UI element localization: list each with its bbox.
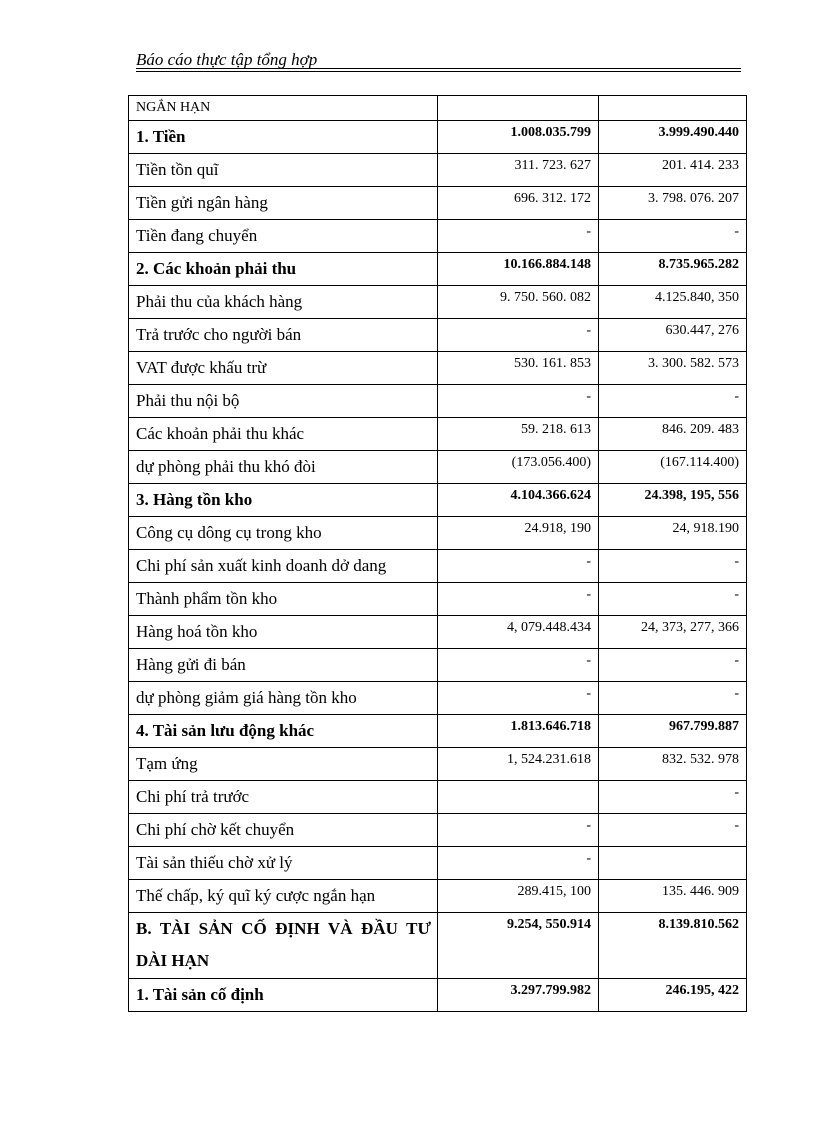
value-col-2: 201. 414. 233 (599, 154, 747, 187)
value-col-1 (438, 96, 599, 121)
row-label: Thế chấp, ký quĩ ký cược ngắn hạn (129, 880, 438, 913)
row-label: Chi phí sản xuất kinh doanh dở dang (129, 550, 438, 583)
value-col-2 (599, 96, 747, 121)
row-label: Hàng hoá tồn kho (129, 616, 438, 649)
row-label: NGẮN HẠN (129, 96, 438, 121)
table-row (129, 847, 747, 880)
row-label: 2. Các khoản phải thu (129, 253, 438, 286)
value-col-2: 3. 300. 582. 573 (599, 352, 747, 385)
row-label: Công cụ dông cụ trong kho (129, 517, 438, 550)
table-row (129, 616, 747, 649)
value-col-1: 9.254, 550.914 (438, 913, 599, 979)
value-col-2: 630.447, 276 (599, 319, 747, 352)
value-col-2: - (599, 220, 747, 253)
row-label: dự phòng phải thu khó đòi (129, 451, 438, 484)
value-col-2: 832. 532. 978 (599, 748, 747, 781)
row-label: Hàng gửi đi bán (129, 649, 438, 682)
table-row (129, 154, 747, 187)
table-row (129, 880, 747, 913)
row-label: Tiền tồn quĩ (129, 154, 438, 187)
row-label: Phải thu của khách hàng (129, 286, 438, 319)
value-col-2: 8.735.965.282 (599, 253, 747, 286)
value-col-2: 8.139.810.562 (599, 913, 747, 979)
table-row (129, 418, 747, 451)
row-label: Phải thu nội bộ (129, 385, 438, 418)
value-col-1: 289.415, 100 (438, 880, 599, 913)
value-col-1: 3.297.799.982 (438, 979, 599, 1012)
value-col-1: 1.813.646.718 (438, 715, 599, 748)
value-col-1: 4, 079.448.434 (438, 616, 599, 649)
table-row (129, 286, 747, 319)
row-label: Chi phí trả trước (129, 781, 438, 814)
row-label: Tài sản thiếu chờ xử lý (129, 847, 438, 880)
row-label: Trả trước cho người bán (129, 319, 438, 352)
row-label: 4. Tài sản lưu động khác (129, 715, 438, 748)
table-row (129, 517, 747, 550)
page-header-title: Báo cáo thực tập tổng hợp (136, 50, 318, 69)
header-rule (136, 68, 741, 69)
value-col-1: 1.008.035.799 (438, 121, 599, 154)
row-label: Chi phí chờ kết chuyển (129, 814, 438, 847)
value-col-2: - (599, 682, 747, 715)
value-col-1: - (438, 385, 599, 418)
value-col-1: - (438, 220, 599, 253)
value-col-2: - (599, 583, 747, 616)
table-row (129, 220, 747, 253)
value-col-1: - (438, 649, 599, 682)
row-label: 1. Tài sản cố định (129, 979, 438, 1012)
value-col-1: - (438, 814, 599, 847)
table-row (129, 979, 747, 1012)
table-row (129, 550, 747, 583)
table-row (129, 96, 747, 121)
value-col-1: 1, 524.231.618 (438, 748, 599, 781)
value-col-1: - (438, 583, 599, 616)
header-rule-double (136, 71, 741, 72)
table-row (129, 319, 747, 352)
value-col-2: 846. 209. 483 (599, 418, 747, 451)
value-col-1: 311. 723. 627 (438, 154, 599, 187)
value-col-2: - (599, 550, 747, 583)
table-row (129, 682, 747, 715)
value-col-2 (599, 847, 747, 880)
table-row (129, 253, 747, 286)
row-label: B. TÀI SẢN CỐ ĐỊNH VÀ ĐẦU TƯ DÀI HẠN (129, 913, 438, 979)
value-col-1: - (438, 319, 599, 352)
table-row (129, 748, 747, 781)
value-col-2: 246.195, 422 (599, 979, 747, 1012)
value-col-2: 24, 373, 277, 366 (599, 616, 747, 649)
balance-sheet-table (128, 95, 747, 1012)
table-row (129, 781, 747, 814)
table-row (129, 352, 747, 385)
value-col-1: - (438, 847, 599, 880)
value-col-2: 3.999.490.440 (599, 121, 747, 154)
table-row (129, 187, 747, 220)
row-label: Các khoản phải thu khác (129, 418, 438, 451)
value-col-1: 9. 750. 560. 082 (438, 286, 599, 319)
value-col-1: 696. 312. 172 (438, 187, 599, 220)
value-col-1: - (438, 550, 599, 583)
table-row (129, 484, 747, 517)
table-row (129, 451, 747, 484)
table-row (129, 649, 747, 682)
value-col-1: 530. 161. 853 (438, 352, 599, 385)
row-label: 3. Hàng tồn kho (129, 484, 438, 517)
value-col-2: 967.799.887 (599, 715, 747, 748)
value-col-2: 135. 446. 909 (599, 880, 747, 913)
table-row (129, 715, 747, 748)
table-row (129, 913, 747, 979)
row-label: VAT được khấu trừ (129, 352, 438, 385)
table-row (129, 121, 747, 154)
value-col-2: 4.125.840, 350 (599, 286, 747, 319)
value-col-2: (167.114.400) (599, 451, 747, 484)
value-col-1: (173.056.400) (438, 451, 599, 484)
value-col-1: 4.104.366.624 (438, 484, 599, 517)
value-col-1: 10.166.884.148 (438, 253, 599, 286)
row-label: dự phòng giảm giá hàng tồn kho (129, 682, 438, 715)
value-col-2: - (599, 385, 747, 418)
value-col-2: 24.398, 195, 556 (599, 484, 747, 517)
value-col-2: - (599, 814, 747, 847)
value-col-2: - (599, 649, 747, 682)
row-label: Tạm ứng (129, 748, 438, 781)
value-col-1: 24.918, 190 (438, 517, 599, 550)
value-col-2: 24, 918.190 (599, 517, 747, 550)
value-col-1: - (438, 682, 599, 715)
row-label: Tiền đang chuyển (129, 220, 438, 253)
row-label: Tiền gửi ngân hàng (129, 187, 438, 220)
table-row (129, 583, 747, 616)
table-row (129, 814, 747, 847)
value-col-2: 3. 798. 076. 207 (599, 187, 747, 220)
row-label: Thành phẩm tồn kho (129, 583, 438, 616)
row-label: 1. Tiền (129, 121, 438, 154)
value-col-1 (438, 781, 599, 814)
table-row (129, 385, 747, 418)
value-col-1: 59. 218. 613 (438, 418, 599, 451)
value-col-2: - (599, 781, 747, 814)
